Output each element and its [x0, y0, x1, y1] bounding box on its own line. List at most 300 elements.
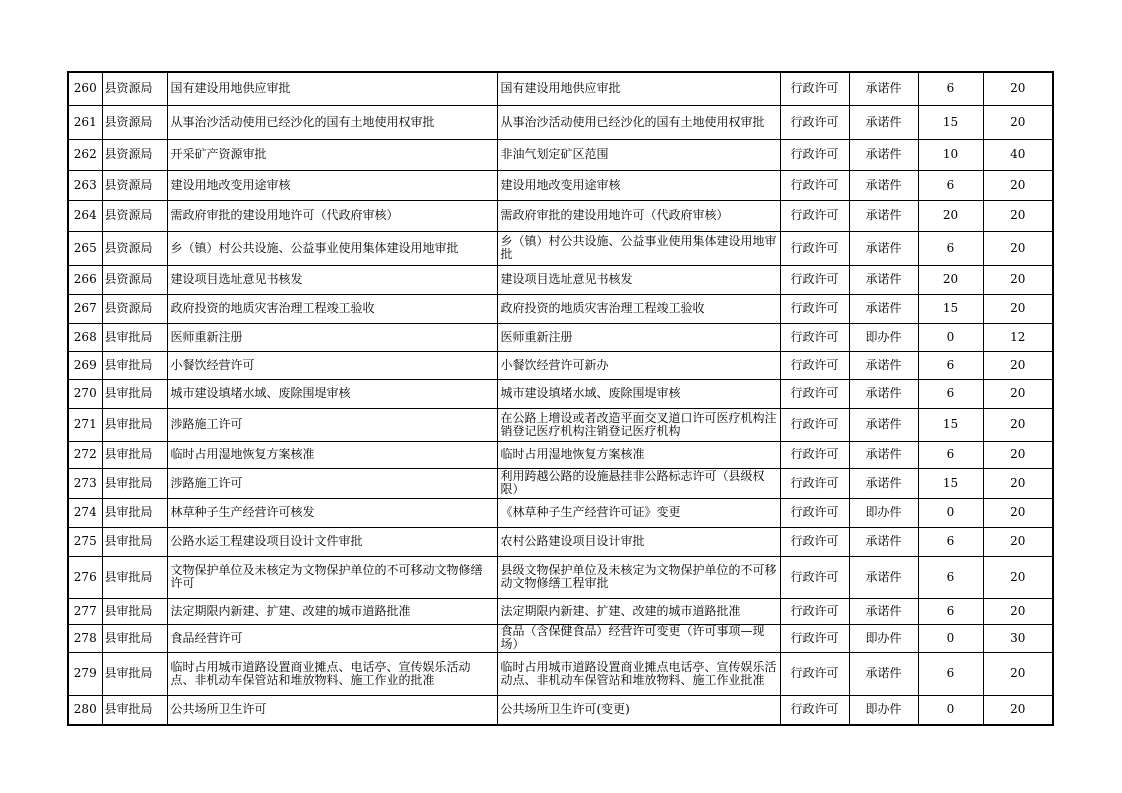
- department-cell-text: 县审批局: [104, 535, 153, 548]
- matter-type-cell-text: 行政许可: [790, 148, 839, 161]
- matter-type-cell: [780, 408, 849, 441]
- sub-item-cell: [497, 265, 780, 294]
- sub-item-cell: [497, 72, 780, 105]
- row-number: [68, 105, 102, 139]
- table-row: [68, 379, 1053, 408]
- handling-type-cell: [849, 265, 918, 294]
- promised-days-cell-text: 6: [946, 387, 955, 400]
- promised-days-cell: [918, 231, 983, 265]
- promised-days-cell: [918, 498, 983, 527]
- department-cell: [102, 379, 167, 408]
- matter-type-cell: [780, 527, 849, 556]
- table-row: [68, 200, 1053, 231]
- sub-item-cell-text: 从事治沙活动使用已经沙化的国有土地使用权审批: [500, 115, 765, 129]
- matter-type-cell-text: 行政许可: [790, 209, 839, 222]
- department-cell-text: 县资源局: [104, 82, 153, 96]
- department-cell: [102, 408, 167, 441]
- approval-item-cell-text: 小餐饮经营许可: [170, 358, 255, 372]
- handling-type-cell-text: 承诺件: [865, 148, 902, 161]
- department-cell-text: 县审批局: [104, 448, 153, 461]
- promised-days-cell-text: 6: [946, 604, 955, 618]
- promised-days-cell: [918, 139, 983, 170]
- matter-type-cell: [780, 441, 849, 468]
- approval-item-cell-text: 法定期限内新建、扩建、改建的城市道路批准: [170, 604, 411, 618]
- sub-item-cell: [497, 139, 780, 170]
- sub-item-cell: [497, 351, 780, 379]
- promised-days-cell: [918, 351, 983, 379]
- row-number: [68, 351, 102, 379]
- table-row: [68, 323, 1053, 351]
- matter-type-cell-text: 行政许可: [790, 418, 839, 431]
- statutory-days-cell-text: 30: [1010, 631, 1026, 645]
- statutory-days-cell: [983, 408, 1053, 441]
- sub-item-cell: [497, 170, 780, 200]
- handling-type-cell-text: 承诺件: [865, 302, 902, 315]
- sub-item-cell: [497, 408, 780, 441]
- promised-days-cell-text: 6: [946, 570, 955, 584]
- statutory-days-cell-text: 20: [1010, 535, 1026, 548]
- table-row: [68, 527, 1053, 556]
- approval-item-cell: [167, 695, 497, 725]
- department-cell-text: 县审批局: [104, 631, 153, 645]
- handling-type-cell-text: 承诺件: [865, 273, 902, 286]
- row-number: [68, 170, 102, 200]
- row-number: [68, 624, 102, 652]
- sub-item-cell-text: 建设用地改变用途审核: [500, 178, 621, 192]
- promised-days-cell: [918, 294, 983, 323]
- promised-days-cell: [918, 265, 983, 294]
- row-number-text: 279: [73, 667, 97, 680]
- approval-item-cell: [167, 265, 497, 294]
- matter-type-cell-text: 行政许可: [790, 178, 839, 192]
- sub-item-cell-text: 小餐饮经营许可新办: [500, 358, 609, 372]
- promised-days-cell: [918, 379, 983, 408]
- table-body: [68, 72, 1053, 725]
- matter-type-cell: [780, 294, 849, 323]
- matter-type-cell-text: 行政许可: [790, 703, 839, 717]
- matter-type-cell: [780, 72, 849, 105]
- promised-days-cell-text: 20: [942, 209, 959, 222]
- matter-type-cell: [780, 231, 849, 265]
- promised-days-cell-text: 6: [946, 178, 955, 192]
- sub-item-cell-text: 医师重新注册: [500, 330, 573, 344]
- handling-type-cell: [849, 170, 918, 200]
- sub-item-cell: [497, 200, 780, 231]
- department-cell: [102, 105, 167, 139]
- statutory-days-cell: [983, 351, 1053, 379]
- handling-type-cell-text: 承诺件: [865, 667, 902, 680]
- approval-item-cell: [167, 231, 497, 265]
- approval-item-cell: [167, 200, 497, 231]
- sub-item-cell: [497, 652, 780, 695]
- sub-item-cell-text: 临时占用湿地恢复方案核准: [500, 448, 645, 461]
- department-cell-text: 县资源局: [104, 302, 153, 315]
- approval-item-cell-text: 林草种子生产经营许可核发: [170, 506, 315, 519]
- promised-days-cell: [918, 323, 983, 351]
- department-cell: [102, 441, 167, 468]
- promised-days-cell-text: 6: [946, 667, 955, 680]
- statutory-days-cell-text: 20: [1010, 703, 1026, 717]
- handling-type-cell: [849, 468, 918, 498]
- approval-item-cell-text: 需政府审批的建设用地许可（代政府审核）: [170, 209, 399, 222]
- promised-days-cell: [918, 598, 983, 624]
- approval-item-cell: [167, 527, 497, 556]
- table-row: [68, 408, 1053, 441]
- approval-item-cell-text: 政府投资的地质灾害治理工程竣工验收: [170, 302, 375, 315]
- matter-type-cell-text: 行政许可: [790, 448, 839, 461]
- handling-type-cell-text: 即办件: [865, 631, 902, 645]
- matter-type-cell-text: 行政许可: [790, 570, 839, 584]
- table-row: [68, 105, 1053, 139]
- row-number-text: 265: [73, 241, 97, 255]
- approval-item-cell-text: 从事治沙活动使用已经沙化的国有土地使用权审批: [170, 115, 435, 129]
- row-number: [68, 72, 102, 105]
- row-number-text: 271: [73, 418, 97, 431]
- row-number: [68, 556, 102, 598]
- promised-days-cell: [918, 468, 983, 498]
- handling-type-cell: [849, 527, 918, 556]
- matter-type-cell: [780, 105, 849, 139]
- statutory-days-cell: [983, 200, 1053, 231]
- statutory-days-cell-text: 20: [1010, 387, 1026, 400]
- promised-days-cell-text: 0: [946, 506, 955, 519]
- handling-type-cell-text: 即办件: [865, 330, 902, 344]
- approval-item-cell: [167, 498, 497, 527]
- handling-type-cell: [849, 294, 918, 323]
- sub-item-cell: [497, 498, 780, 527]
- row-number: [68, 323, 102, 351]
- promised-days-cell-text: 20: [942, 273, 959, 286]
- matter-type-cell-text: 行政许可: [790, 302, 839, 315]
- statutory-days-cell: [983, 598, 1053, 624]
- department-cell: [102, 294, 167, 323]
- handling-type-cell: [849, 139, 918, 170]
- department-cell-text: 县资源局: [104, 148, 153, 161]
- sub-item-cell: [497, 105, 780, 139]
- statutory-days-cell-text: 20: [1010, 604, 1026, 618]
- department-cell-text: 县审批局: [104, 506, 153, 519]
- approval-item-cell: [167, 556, 497, 598]
- statutory-days-cell: [983, 556, 1053, 598]
- matter-type-cell: [780, 556, 849, 598]
- row-number: [68, 652, 102, 695]
- sub-item-cell: [497, 323, 780, 351]
- statutory-days-cell-text: 20: [1010, 418, 1026, 431]
- approval-item-cell: [167, 72, 497, 105]
- table-row: [68, 556, 1053, 598]
- sub-item-cell: [497, 379, 780, 408]
- statutory-days-cell-text: 20: [1010, 448, 1026, 461]
- promised-days-cell: [918, 556, 983, 598]
- handling-type-cell: [849, 498, 918, 527]
- statutory-days-cell: [983, 294, 1053, 323]
- promised-days-cell-text: 15: [942, 418, 959, 431]
- approval-item-cell: [167, 139, 497, 170]
- statutory-days-cell: [983, 624, 1053, 652]
- promised-days-cell: [918, 72, 983, 105]
- sub-item-cell-text: 国有建设用地供应审批: [500, 82, 621, 96]
- matter-type-cell-text: 行政许可: [790, 535, 839, 548]
- department-cell-text: 县审批局: [104, 358, 153, 372]
- department-cell-text: 县审批局: [104, 570, 153, 584]
- statutory-days-cell: [983, 170, 1053, 200]
- handling-type-cell-text: 承诺件: [865, 535, 902, 548]
- promised-days-cell-text: 15: [942, 476, 959, 490]
- sub-item-cell: [497, 231, 780, 265]
- matter-type-cell-text: 行政许可: [790, 358, 839, 372]
- sub-item-cell: [497, 598, 780, 624]
- row-number-text: 272: [73, 448, 97, 461]
- handling-type-cell: [849, 72, 918, 105]
- row-number-text: 264: [73, 209, 97, 222]
- handling-type-cell: [849, 351, 918, 379]
- matter-type-cell: [780, 265, 849, 294]
- department-cell-text: 县审批局: [104, 703, 153, 717]
- row-number-text: 273: [73, 476, 97, 490]
- matter-type-cell-text: 行政许可: [790, 476, 839, 490]
- matter-type-cell: [780, 170, 849, 200]
- approval-item-cell: [167, 598, 497, 624]
- approval-item-cell-text: 涉路施工许可: [170, 418, 243, 431]
- row-number-text: 261: [73, 115, 97, 129]
- statutory-days-cell: [983, 468, 1053, 498]
- department-cell: [102, 231, 167, 265]
- department-cell: [102, 139, 167, 170]
- sub-item-cell-text: 政府投资的地质灾害治理工程竣工验收: [500, 302, 705, 315]
- approval-item-cell-text: 涉路施工许可: [170, 476, 243, 490]
- sub-item-cell: [497, 441, 780, 468]
- row-number-text: 269: [73, 358, 97, 372]
- department-cell: [102, 695, 167, 725]
- matter-type-cell-text: 行政许可: [790, 330, 839, 344]
- statutory-days-cell-text: 40: [1010, 148, 1026, 161]
- promised-days-cell: [918, 408, 983, 441]
- approval-item-cell: [167, 652, 497, 695]
- matter-type-cell-text: 行政许可: [790, 82, 839, 96]
- approval-item-cell-text: 城市建设填堵水域、废除围堤审核: [170, 387, 351, 400]
- statutory-days-cell-text: 20: [1010, 115, 1026, 129]
- department-cell: [102, 323, 167, 351]
- matter-type-cell-text: 行政许可: [790, 115, 839, 129]
- statutory-days-cell: [983, 695, 1053, 725]
- statutory-days-cell: [983, 105, 1053, 139]
- department-cell-text: 县资源局: [104, 209, 153, 222]
- department-cell-text: 县审批局: [104, 330, 153, 344]
- approval-item-cell-text: 医师重新注册: [170, 330, 243, 344]
- matter-type-cell-text: 行政许可: [790, 387, 839, 400]
- row-number: [68, 408, 102, 441]
- statutory-days-cell-text: 20: [1010, 241, 1026, 255]
- row-number: [68, 695, 102, 725]
- handling-type-cell: [849, 556, 918, 598]
- table-row: [68, 72, 1053, 105]
- sub-item-cell: [497, 294, 780, 323]
- row-number: [68, 527, 102, 556]
- matter-type-cell: [780, 598, 849, 624]
- promised-days-cell-text: 6: [946, 448, 955, 461]
- handling-type-cell-text: 承诺件: [865, 82, 902, 96]
- approval-item-cell-text: 公共场所卫生许可: [170, 703, 267, 717]
- sub-item-cell-text: 农村公路建设项目设计审批: [500, 535, 645, 548]
- row-number-text: 274: [73, 506, 97, 519]
- department-cell-text: 县审批局: [104, 418, 153, 431]
- handling-type-cell: [849, 231, 918, 265]
- statutory-days-cell-text: 20: [1010, 178, 1026, 192]
- promised-days-cell: [918, 200, 983, 231]
- department-cell: [102, 265, 167, 294]
- approval-item-cell: [167, 408, 497, 441]
- promised-days-cell: [918, 170, 983, 200]
- table-row: [68, 598, 1053, 624]
- promised-days-cell-text: 6: [946, 535, 955, 548]
- row-number-text: 276: [73, 570, 97, 584]
- approval-item-cell: [167, 379, 497, 408]
- approval-item-cell-text: 乡（镇）村公共设施、公益事业使用集体建设用地审批: [170, 241, 459, 255]
- statutory-days-cell-text: 20: [1010, 82, 1026, 96]
- handling-type-cell-text: 承诺件: [865, 178, 902, 192]
- approval-item-cell-text: 建设项目选址意见书核发: [170, 273, 303, 286]
- row-number-text: 280: [73, 703, 97, 717]
- approval-item-cell: [167, 105, 497, 139]
- matter-type-cell-text: 行政许可: [790, 273, 839, 286]
- row-number: [68, 379, 102, 408]
- handling-type-cell-text: 承诺件: [865, 209, 902, 222]
- row-number-text: 263: [73, 178, 97, 192]
- approval-item-cell-text: 食品经营许可: [170, 631, 243, 645]
- sub-item-cell-text: 建设项目选址意见书核发: [500, 273, 633, 286]
- handling-type-cell: [849, 323, 918, 351]
- department-cell: [102, 72, 167, 105]
- statutory-days-cell: [983, 527, 1053, 556]
- department-cell-text: 县资源局: [104, 273, 153, 286]
- statutory-days-cell: [983, 72, 1053, 105]
- statutory-days-cell-text: 20: [1010, 358, 1026, 372]
- matter-type-cell-text: 行政许可: [790, 667, 839, 680]
- matter-type-cell: [780, 323, 849, 351]
- promised-days-cell-text: 0: [946, 631, 955, 645]
- sub-item-cell: [497, 527, 780, 556]
- department-cell-text: 县审批局: [104, 604, 153, 618]
- approval-item-cell-text: 公路水运工程建设项目设计文件审批: [170, 535, 363, 548]
- row-number: [68, 441, 102, 468]
- table-row: [68, 231, 1053, 265]
- table-row: [68, 265, 1053, 294]
- department-cell-text: 县资源局: [104, 115, 153, 129]
- handling-type-cell-text: 承诺件: [865, 604, 902, 618]
- handling-type-cell-text: 承诺件: [865, 476, 902, 490]
- promised-days-cell-text: 6: [946, 358, 955, 372]
- table-row: [68, 294, 1053, 323]
- row-number-text: 260: [73, 82, 97, 96]
- promised-days-cell: [918, 624, 983, 652]
- sub-item-cell-text: 法定期限内新建、扩建、改建的城市道路批准: [500, 604, 741, 618]
- sub-item-cell-text: 县级文物保护单位及未核定为文物保护单位的不可移动文物修缮工程审批: [500, 564, 777, 590]
- approval-item-cell: [167, 294, 497, 323]
- statutory-days-cell-text: 20: [1010, 273, 1026, 286]
- handling-type-cell-text: 承诺件: [865, 115, 902, 129]
- department-cell-text: 县审批局: [104, 476, 153, 490]
- statutory-days-cell: [983, 652, 1053, 695]
- handling-type-cell: [849, 652, 918, 695]
- row-number: [68, 598, 102, 624]
- sub-item-cell-text: 城市建设填堵水域、废除围堤审核: [500, 387, 681, 400]
- handling-type-cell-text: 即办件: [865, 703, 902, 717]
- sub-item-cell: [497, 695, 780, 725]
- table-row: [68, 351, 1053, 379]
- row-number-text: 278: [73, 631, 97, 645]
- promised-days-cell: [918, 527, 983, 556]
- matter-type-cell: [780, 139, 849, 170]
- promised-days-cell-text: 6: [946, 82, 955, 96]
- approval-item-cell-text: 开采矿产资源审批: [170, 148, 267, 161]
- promised-days-cell: [918, 441, 983, 468]
- handling-type-cell: [849, 200, 918, 231]
- handling-type-cell-text: 承诺件: [865, 418, 902, 431]
- department-cell: [102, 624, 167, 652]
- handling-type-cell: [849, 695, 918, 725]
- statutory-days-cell-text: 20: [1010, 209, 1026, 222]
- matter-type-cell: [780, 695, 849, 725]
- handling-type-cell: [849, 624, 918, 652]
- department-cell: [102, 468, 167, 498]
- table-row: [68, 468, 1053, 498]
- statutory-days-cell: [983, 139, 1053, 170]
- matter-type-cell: [780, 200, 849, 231]
- row-number-text: 275: [73, 535, 97, 548]
- sub-item-cell-text: 食品（含保健食品）经营许可变更（许可事项—现场）: [500, 625, 765, 651]
- department-cell: [102, 170, 167, 200]
- department-cell: [102, 527, 167, 556]
- approval-item-cell-text: 临时占用城市道路设置商业摊点、电话亭、宣传娱乐活动点、非机动车保管站和堆放物料、施工作业的批准: [170, 660, 471, 687]
- sub-item-cell-text: 临时占用城市道路设置商业摊点电话亭、宣传娱乐活动点、非机动车保管站和堆放物料、施工作业批准: [500, 660, 777, 687]
- table-row: [68, 170, 1053, 200]
- handling-type-cell: [849, 598, 918, 624]
- statutory-days-cell: [983, 323, 1053, 351]
- sub-item-cell-text: 需政府审批的建设用地许可（代政府审核）: [500, 209, 729, 222]
- sub-item-cell: [497, 468, 780, 498]
- table-row: [68, 624, 1053, 652]
- department-cell: [102, 351, 167, 379]
- handling-type-cell-text: 即办件: [865, 506, 902, 519]
- statutory-days-cell-text: 20: [1010, 476, 1026, 490]
- promised-days-cell-text: 10: [942, 148, 959, 161]
- statutory-days-cell: [983, 231, 1053, 265]
- approval-item-cell: [167, 170, 497, 200]
- promised-days-cell: [918, 105, 983, 139]
- department-cell-text: 县审批局: [104, 667, 153, 680]
- row-number-text: 267: [73, 302, 97, 315]
- row-number: [68, 139, 102, 170]
- handling-type-cell: [849, 379, 918, 408]
- handling-type-cell-text: 承诺件: [865, 241, 902, 255]
- approval-item-cell-text: 建设用地改变用途审核: [170, 178, 291, 192]
- sub-item-cell-text: 《林草种子生产经营许可证》变更: [500, 506, 681, 519]
- handling-type-cell-text: 承诺件: [865, 387, 902, 400]
- row-number: [68, 231, 102, 265]
- statutory-days-cell-text: 12: [1010, 330, 1026, 344]
- promised-days-cell-text: 15: [942, 115, 959, 129]
- row-number: [68, 468, 102, 498]
- approval-item-cell-text: 文物保护单位及未核定为文物保护单位的不可移动文物修缮许可: [170, 564, 483, 590]
- approval-items-table: [67, 71, 1054, 726]
- department-cell: [102, 498, 167, 527]
- statutory-days-cell: [983, 498, 1053, 527]
- promised-days-cell-text: 0: [946, 330, 955, 344]
- handling-type-cell: [849, 105, 918, 139]
- handling-type-cell: [849, 408, 918, 441]
- statutory-days-cell: [983, 441, 1053, 468]
- row-number: [68, 498, 102, 527]
